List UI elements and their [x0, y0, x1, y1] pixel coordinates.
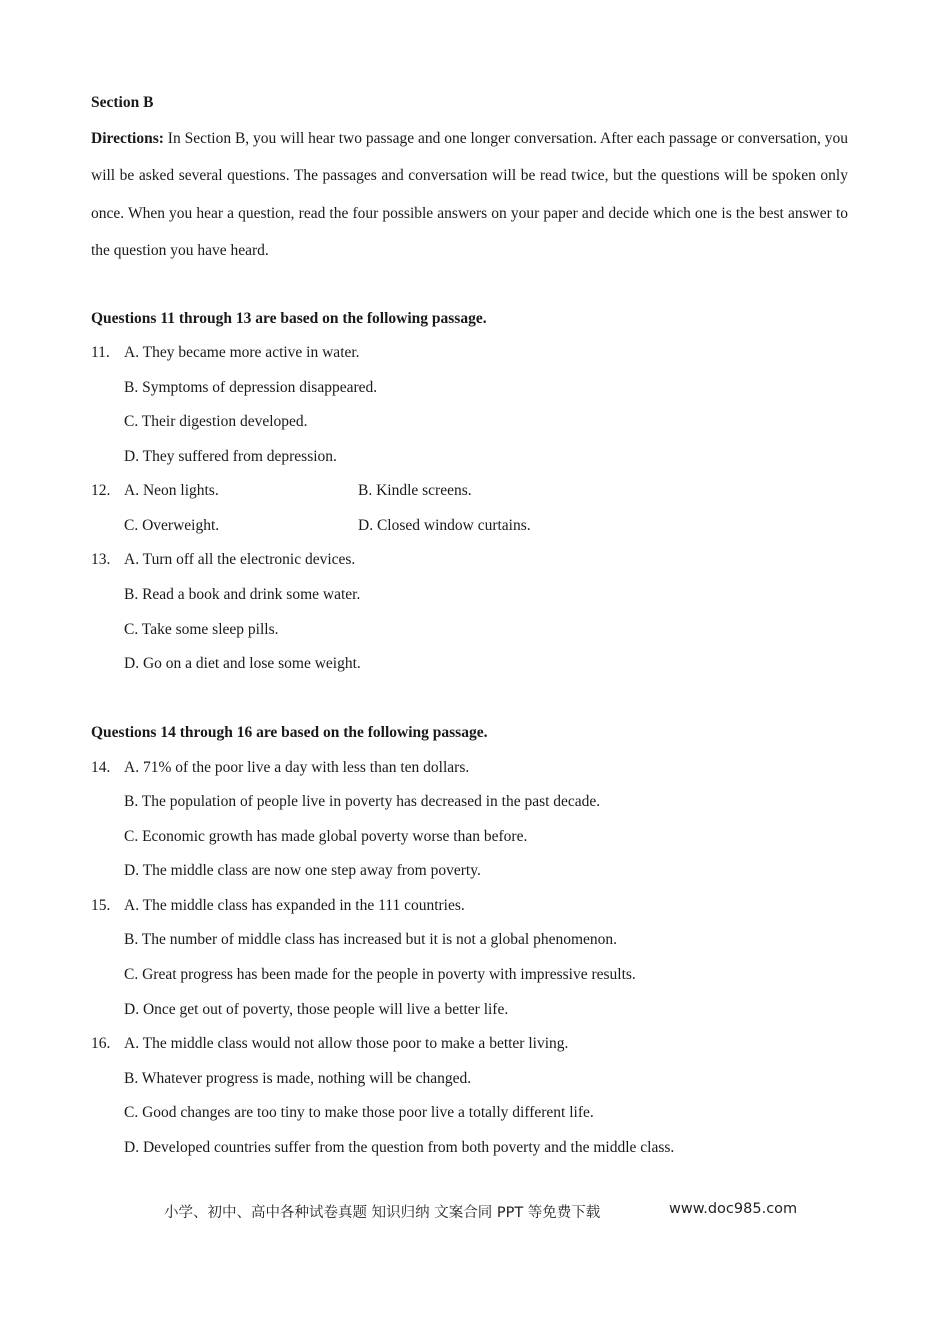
question-number-15: 15.: [91, 897, 111, 914]
directions-text: In Section B, you will hear two passage and one longer conversation. After each passage or conversation, you will be asked several questions. The passages and conversation will be read twice, but the questions will be spoken only once. When you hear a question, read the four possible answers on your paper and decide which one is the best answer to the question you have heard.: [91, 130, 848, 259]
q16-option-a: A. The middle class would not allow those poor to make a better living.: [124, 1035, 569, 1052]
q16-option-d: D. Developed countries suffer from the question from both poverty and the middle class.: [124, 1139, 675, 1156]
question-number-11: 11.: [91, 344, 110, 361]
q13-option-a: A. Turn off all the electronic devices.: [124, 551, 356, 568]
q16-option-b: B. Whatever progress is made, nothing will be changed.: [124, 1070, 472, 1087]
group-title-11-13: Questions 11 through 13 are based on the following passage.: [91, 310, 487, 327]
q15-option-a: A. The middle class has expanded in the 111 countries.: [124, 897, 465, 914]
question-number-13: 13.: [91, 551, 111, 568]
q11-option-b: B. Symptoms of depression disappeared.: [124, 379, 378, 396]
q13-option-b: B. Read a book and drink some water.: [124, 586, 361, 603]
q14-option-b: B. The population of people live in poverty has decreased in the past decade.: [124, 793, 601, 810]
q13-option-d: D. Go on a diet and lose some weight.: [124, 655, 361, 672]
question-number-16: 16.: [91, 1035, 111, 1052]
footer-text: 小学、初中、高中各种试卷真题 知识归纳 文案合同 PPT 等免费下载: [164, 1205, 601, 1221]
q11-option-a: A. They became more active in water.: [124, 344, 360, 361]
group-title-14-16: Questions 14 through 16 are based on the following passage.: [91, 724, 488, 741]
page-footer: [164, 1201, 798, 1222]
q12-option-c: C. Overweight.: [124, 517, 220, 534]
q14-option-d: D. The middle class are now one step away from poverty.: [124, 862, 481, 879]
directions-label: Directions:: [91, 130, 164, 147]
q11-option-d: D. They suffered from depression.: [124, 448, 337, 465]
q12-option-d: D. Closed window curtains.: [358, 517, 531, 534]
q16-option-c: C. Good changes are too tiny to make those poor live a totally different life.: [124, 1104, 594, 1121]
q12-option-b: B. Kindle screens.: [358, 482, 472, 499]
q12-option-a: A. Neon lights.: [124, 482, 219, 499]
q13-option-c: C. Take some sleep pills.: [124, 621, 279, 638]
section-title: Section B: [91, 94, 154, 111]
directions-paragraph: [91, 120, 848, 269]
question-number-12: 12.: [91, 482, 111, 499]
q14-option-c: C. Economic growth has made global poverty worse than before.: [124, 828, 528, 845]
q14-option-a: A. 71% of the poor live a day with less than ten dollars.: [124, 759, 470, 776]
q15-option-c: C. Great progress has been made for the people in poverty with impressive results.: [124, 966, 636, 983]
footer-url-link[interactable]: www.doc985.com: [669, 1201, 798, 1217]
q15-option-d: D. Once get out of poverty, those people will live a better life.: [124, 1001, 509, 1018]
q11-option-c: C. Their digestion developed.: [124, 413, 308, 430]
question-number-14: 14.: [91, 759, 111, 776]
q15-option-b: B. The number of middle class has increased but it is not a global phenomenon.: [124, 931, 618, 948]
